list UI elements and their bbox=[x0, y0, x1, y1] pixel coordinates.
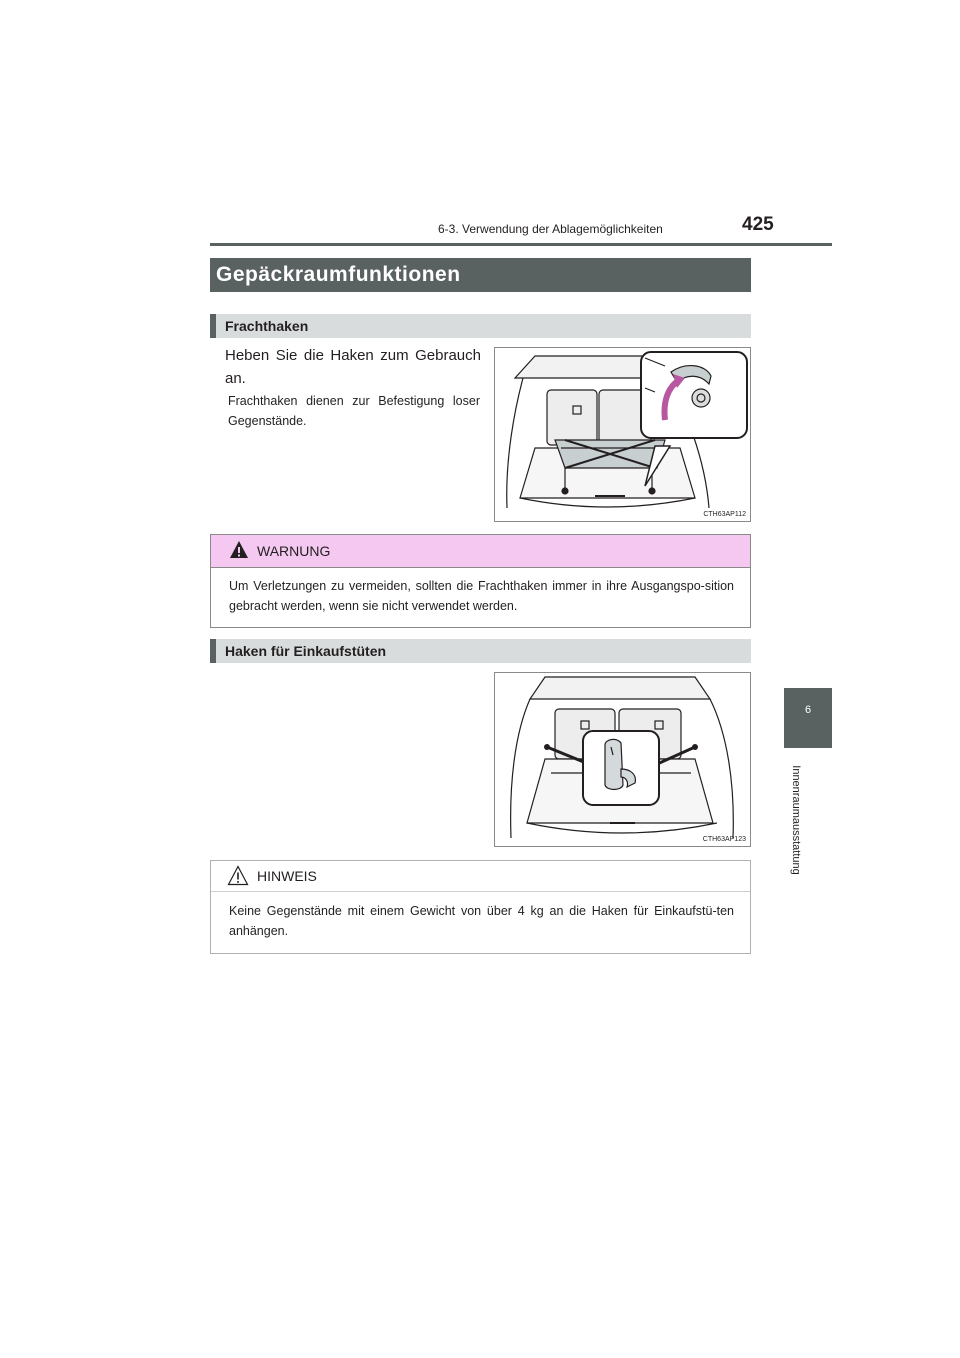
chapter-title-text: Innenraumausstattung bbox=[790, 765, 802, 875]
notice-box bbox=[210, 860, 751, 954]
warning-header bbox=[211, 535, 750, 568]
shopping-hook-figure bbox=[494, 672, 751, 847]
chapter-tab bbox=[784, 688, 832, 748]
chapter-number: 6 bbox=[804, 704, 812, 716]
notice-icon bbox=[227, 865, 249, 887]
shopping-hook-figure-code: CTH63AP123 bbox=[702, 836, 746, 843]
trunk-rear-illustration bbox=[495, 673, 750, 846]
warning-icon bbox=[229, 540, 249, 560]
notice-text: Keine Gegenstände mit einem Gewicht von über 4 kg an die Haken für Einkaufstü-ten anhängen. bbox=[229, 904, 734, 938]
cargo-hook-figure-code: CTH63AP112 bbox=[703, 511, 746, 518]
warning-title: WARNUNG bbox=[257, 543, 331, 559]
notice-title: HINWEIS bbox=[257, 868, 317, 884]
cargo-hook-figure bbox=[494, 347, 751, 522]
header-rule bbox=[210, 243, 832, 246]
page-number: 425 bbox=[742, 214, 774, 235]
warning-box bbox=[210, 534, 751, 628]
trunk-illustration bbox=[495, 348, 750, 521]
cargo-hooks-note: Frachthaken dienen zur Befestigung loser Gegenstände. bbox=[228, 394, 480, 428]
notice-header bbox=[211, 861, 750, 892]
header-section-path: 6-3. Verwendung der Ablagemöglichkeiten bbox=[438, 222, 663, 236]
warning-text: Um Verletzungen zu vermeiden, sollten die Frachthaken immer in ihre Ausgangspo-sition gebracht werden, wenn sie nicht verwendet werden. bbox=[229, 579, 734, 613]
subheading-cargo-hooks: Frachthaken bbox=[210, 314, 751, 338]
section-title: Gepäckraumfunktionen bbox=[210, 258, 751, 292]
cargo-hooks-instruction: Heben Sie die Haken zum Gebrauch an. bbox=[225, 347, 481, 387]
chapter-title bbox=[786, 752, 806, 888]
subheading-shopping-hooks: Haken für Einkaufstüten bbox=[210, 639, 751, 663]
